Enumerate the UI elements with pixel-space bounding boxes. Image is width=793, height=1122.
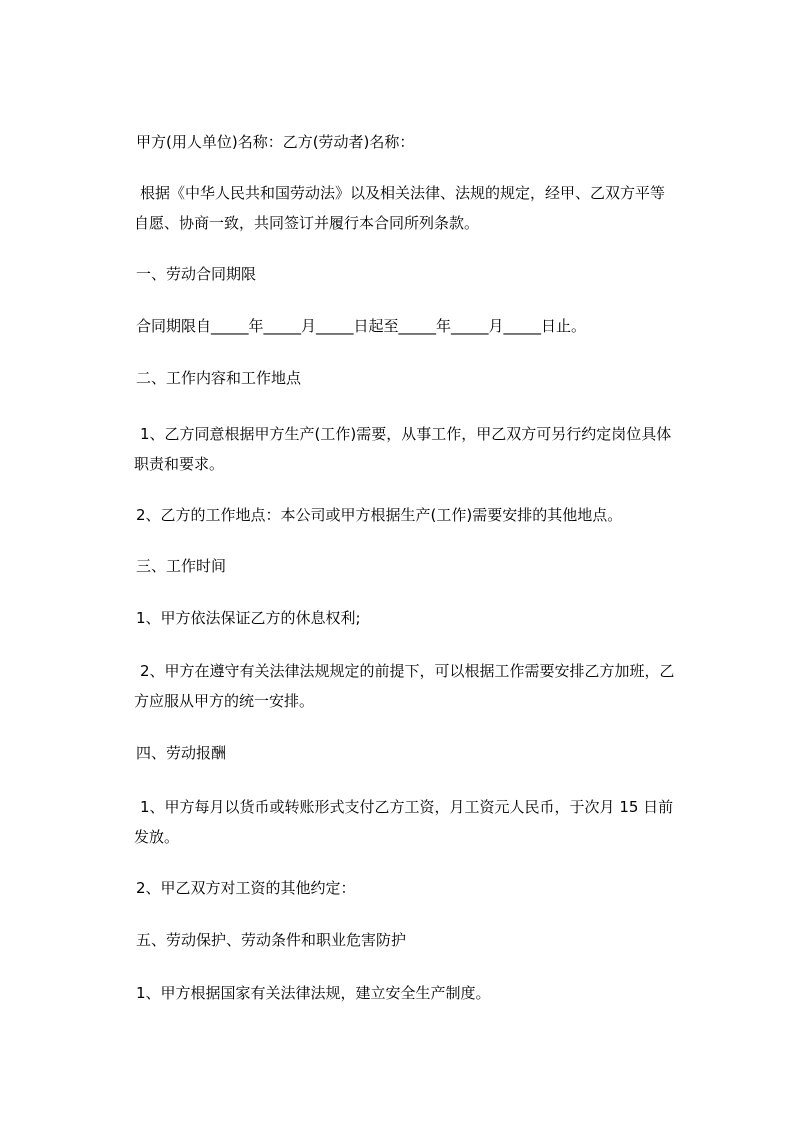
section-4-item-1-line-1: 1、甲方每月以货币或转账形式支付乙方工资，月工资元人民币，于次月 15 日前 — [140, 798, 674, 816]
section-2-item-1-line-1: 1、乙方同意根据甲方生产(工作)需要，从事工作，甲乙双方可另行约定岗位具体 — [140, 425, 672, 443]
section-2-heading: 二、工作内容和工作地点 — [136, 369, 302, 387]
intro-paragraph — [136, 178, 716, 238]
section-3-item-2-line-1: 2、甲方在遵守有关法律法规规定的前提下，可以根据工作需要安排乙方加班，乙 — [140, 662, 675, 680]
section-1-item-1: 合同期限自_____年_____月_____日起至_____年_____月_____日止。 — [136, 317, 587, 335]
section-5-heading: 五、劳动保护、劳动条件和职业危害防护 — [136, 931, 407, 949]
intro-line-2: 自愿、协商一致，共同签订并履行本合同所列条款。 — [134, 214, 480, 232]
section-3-item-1: 1、甲方依法保证乙方的休息权利; — [136, 609, 361, 627]
section-1-heading: 一、劳动合同期限 — [136, 265, 257, 283]
section-4-item-1 — [136, 792, 716, 852]
section-4-item-2: 2、甲乙双方对工资的其他约定： — [136, 879, 356, 897]
section-5-item-1: 1、甲方根据国家有关法律法规，建立安全生产制度。 — [136, 984, 491, 1002]
section-4-heading: 四、劳动报酬 — [136, 744, 227, 762]
section-3-heading: 三、工作时间 — [136, 557, 227, 575]
section-2-item-2: 2、乙方的工作地点：本公司或甲方根据生产(工作)需要安排的其他地点。 — [136, 506, 623, 524]
section-2-item-1 — [136, 419, 716, 479]
section-3-item-2-line-2: 方应服从甲方的统一安排。 — [134, 692, 315, 710]
intro-line-1: 根据《中华人民共和国劳动法》以及相关法律、法规的规定，经甲、乙双方平等 — [140, 184, 666, 202]
party-line: 甲方(用人单位)名称：乙方(劳动者)名称： — [136, 133, 415, 151]
section-2-item-1-line-2: 职责和要求。 — [134, 455, 225, 473]
section-4-item-1-line-2: 发放。 — [134, 828, 180, 846]
section-3-item-2 — [136, 656, 716, 716]
